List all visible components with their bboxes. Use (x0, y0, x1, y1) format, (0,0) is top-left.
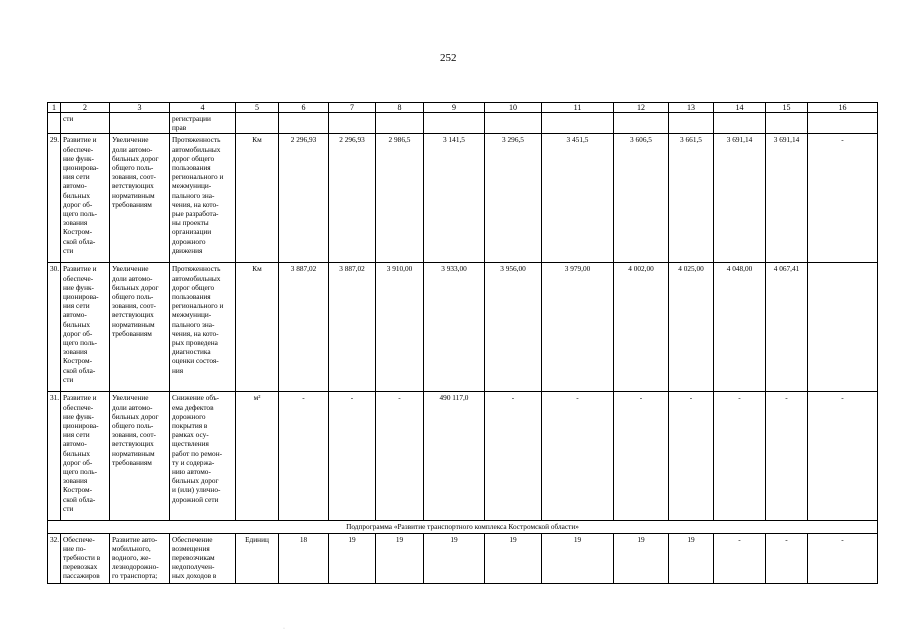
value-cell: - (766, 533, 808, 583)
value-cell: 3 606,5 (614, 134, 669, 263)
header-cell: 15 (766, 103, 808, 113)
table-cell: сти (61, 113, 110, 134)
value-cell: - (376, 392, 424, 521)
header-cell: 12 (614, 103, 669, 113)
row-number: 32. (48, 533, 61, 583)
table-cell: Протяженность автомобильных дорог общего пользования регионального и межмуници- пального зна- чения, на кото- рых проведена диагностика оценки состоя- ния (170, 263, 236, 392)
scan-mark: · (283, 626, 285, 632)
value-cell: 3 451,5 (542, 134, 614, 263)
value-cell: - (808, 533, 878, 583)
table-cell: Снижение объ- ема дефектов дорожного покрытия в рамках осу- ществления работ по ремон- ту и содержа- нию автомо- бильных дорог и (или) улично- дорожной сети (170, 392, 236, 521)
value-cell: 3 887,02 (329, 263, 376, 392)
header-cell: 16 (808, 103, 878, 113)
table-cell: регистрации прав (170, 113, 236, 134)
table-cell: Развитие и обеспече- ние функ- ционирова- ния сети автомо- бильных дорог об- щего поль- зования Костром- ской обла- сти (61, 392, 110, 521)
header-cell: 11 (542, 103, 614, 113)
row-number: 29. (48, 134, 61, 263)
value-cell: 3 979,00 (542, 263, 614, 392)
table-row (48, 392, 878, 521)
value-cell: 3 296,5 (485, 134, 542, 263)
value-cell: 4 048,00 (714, 263, 766, 392)
table-cell: Развитие и обеспече- ние функ- ционирова- ния сети автомо- бильных дорог об- щего поль- зования Костром- ской обла- сти (61, 134, 110, 263)
value-cell (808, 263, 878, 392)
value-cell: 4 002,00 (614, 263, 669, 392)
unit-cell: м² (236, 392, 279, 521)
value-cell: 19 (329, 533, 376, 583)
subprogram-title: Подпрограмма «Развитие транспортного комплекса Костромской области» (48, 521, 878, 533)
value-cell: - (542, 392, 614, 521)
value-cell: 4 025,00 (669, 263, 714, 392)
table-row (48, 263, 878, 392)
header-cell: 4 (170, 103, 236, 113)
table-row (48, 134, 878, 263)
value-cell: - (485, 392, 542, 521)
header-cell: 5 (236, 103, 279, 113)
unit-cell: Км (236, 263, 279, 392)
value-cell: 19 (376, 533, 424, 583)
table-cell: Обеспечение возмещения перевозчикам недополучен- ных доходов в (170, 533, 236, 583)
value-cell: - (279, 392, 329, 521)
value-cell: 19 (542, 533, 614, 583)
value-cell: 18 (279, 533, 329, 583)
value-cell: - (808, 392, 878, 521)
continuation-row (48, 113, 878, 134)
header-cell: 8 (376, 103, 424, 113)
value-cell: 19 (614, 533, 669, 583)
value-cell: 3 887,02 (279, 263, 329, 392)
value-cell: - (766, 392, 808, 521)
value-cell: 3 933,00 (424, 263, 485, 392)
value-cell: 19 (669, 533, 714, 583)
table-row (48, 533, 878, 583)
table-cell: Увеличение доли автомо- бильных дорог общего поль- зования, соот- ветствующих нормативным требованиям (110, 392, 170, 521)
row-number: 30. (48, 263, 61, 392)
value-cell: 3 910,00 (376, 263, 424, 392)
value-cell: 2 986,5 (376, 134, 424, 263)
value-cell: 19 (424, 533, 485, 583)
header-cell: 1 (48, 103, 61, 113)
value-cell: - (808, 134, 878, 263)
indicator-table (47, 102, 878, 584)
subprogram-row (48, 521, 878, 533)
page-number: 252 (440, 52, 457, 64)
value-cell: 3 956,00 (485, 263, 542, 392)
header-cell: 9 (424, 103, 485, 113)
header-cell: 6 (279, 103, 329, 113)
table-cell: Развитие и обеспече- ние функ- ционирова- ния сети автомо- бильных дорог об- щего поль- зования Костром- ской обла- сти (61, 263, 110, 392)
value-cell: 19 (485, 533, 542, 583)
value-cell: 2 296,93 (329, 134, 376, 263)
table-cell: Увеличение доли автомо- бильных дорог общего поль- зования, соот- ветствующих нормативным требованиям (110, 134, 170, 263)
header-row (48, 103, 878, 113)
value-cell: 3 141,5 (424, 134, 485, 263)
table-cell: Развитие авто- мобильного, водного, же- лезнодорожно- го транспорта; (110, 533, 170, 583)
header-cell: 3 (110, 103, 170, 113)
table-cell: Протяженность автомобильных дорог общего пользования регионального и межмуници- пального зна- чения, на кото- рые разработа- ны проекты организации дорожного движения (170, 134, 236, 263)
value-cell: - (714, 533, 766, 583)
value-cell: 3 691,14 (714, 134, 766, 263)
value-cell: - (614, 392, 669, 521)
header-cell: 7 (329, 103, 376, 113)
value-cell: - (669, 392, 714, 521)
value-cell: - (714, 392, 766, 521)
header-cell: 2 (61, 103, 110, 113)
value-cell: 4 067,41 (766, 263, 808, 392)
unit-cell: Км (236, 134, 279, 263)
unit-cell: Единиц (236, 533, 279, 583)
header-cell: 14 (714, 103, 766, 113)
table-cell: Обеспече- ние по- требности в перевозках пассажиров (61, 533, 110, 583)
value-cell: 490 117,0 (424, 392, 485, 521)
value-cell: 3 691,14 (766, 134, 808, 263)
header-cell: 13 (669, 103, 714, 113)
value-cell: 3 661,5 (669, 134, 714, 263)
header-cell: 10 (485, 103, 542, 113)
table-cell: Увеличение доли автомо- бильных дорог общего поль- зования, соот- ветствующих нормативным требованиям (110, 263, 170, 392)
value-cell: - (329, 392, 376, 521)
row-number: 31. (48, 392, 61, 521)
value-cell: 2 296,93 (279, 134, 329, 263)
